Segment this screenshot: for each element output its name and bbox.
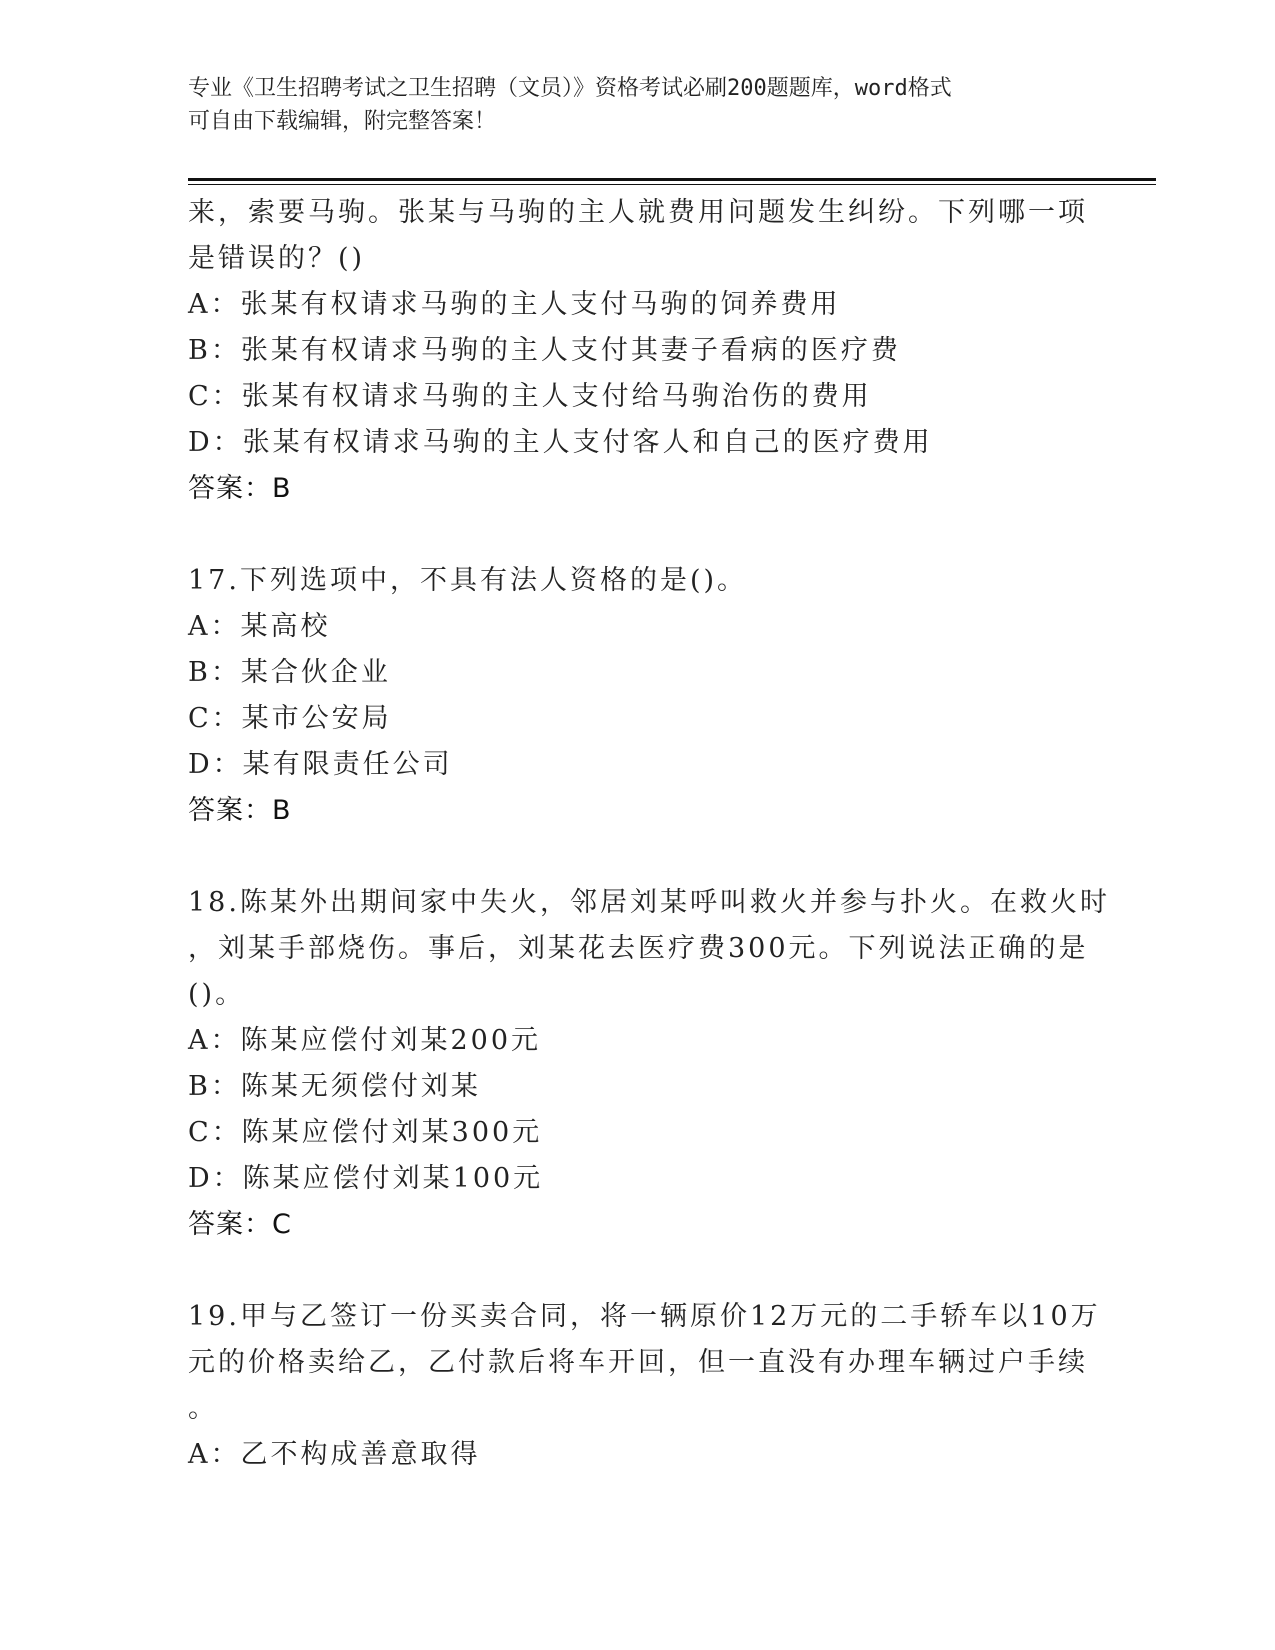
option-b: B：张某有权请求马驹的主人支付其妻子看病的医疗费 — [188, 335, 901, 366]
option-a: A：某高校 — [188, 611, 331, 642]
question-16 — [188, 190, 1118, 512]
option-d: D：某有限责任公司 — [188, 749, 453, 780]
question-18 — [188, 880, 1118, 1248]
question-stem-line: 来，索要马驹。张某与马驹的主人就费用问题发生纠纷。下列哪一项 — [188, 197, 1088, 228]
question-stem-line: ()。 — [188, 979, 246, 1010]
option-a: A：乙不构成善意取得 — [188, 1439, 481, 1470]
option-c: C：张某有权请求马驹的主人支付给马驹治伤的费用 — [188, 381, 872, 412]
question-stem-line: 元的价格卖给乙，乙付款后将车开回，但一直没有办理车辆过户手续 — [188, 1347, 1088, 1378]
question-stem-line: 17.下列选项中，不具有法人资格的是()。 — [188, 565, 748, 596]
answer-line: 答案：B — [188, 473, 292, 504]
option-c: C：某市公安局 — [188, 703, 392, 734]
question-stem-line: 18.陈某外出期间家中失火，邻居刘某呼叫救火并参与扑火。在救火时 — [188, 887, 1110, 918]
header-line-1: 专业《卫生招聘考试之卫生招聘（文员）》资格考试必刷200题题库，word格式 — [188, 76, 952, 101]
question-stem-line: ，刘某手部烧伤。事后，刘某花去医疗费300元。下列说法正确的是 — [188, 933, 1089, 964]
question-content — [188, 190, 1118, 1478]
question-19 — [188, 1294, 1118, 1478]
option-d: D：张某有权请求马驹的主人支付客人和自己的医疗费用 — [188, 427, 933, 458]
option-a: A：陈某应偿付刘某200元 — [188, 1025, 542, 1056]
document-header — [188, 72, 1088, 138]
option-b: B：陈某无须偿付刘某 — [188, 1071, 481, 1102]
spacer — [188, 1248, 1118, 1294]
header-divider-thick — [188, 178, 1156, 181]
question-17 — [188, 558, 1118, 834]
option-a: A：张某有权请求马驹的主人支付马驹的饲养费用 — [188, 289, 841, 320]
option-c: C：陈某应偿付刘某300元 — [188, 1117, 543, 1148]
answer-line: 答案：B — [188, 795, 292, 826]
option-b: B：某合伙企业 — [188, 657, 391, 688]
question-stem-line: 是错误的？() — [188, 243, 366, 274]
header-divider-thin — [188, 184, 1156, 185]
spacer — [188, 512, 1118, 558]
question-stem-line: 。 — [188, 1393, 218, 1424]
question-stem-line: 19.甲与乙签订一份买卖合同，将一辆原价12万元的二手轿车以10万 — [188, 1301, 1101, 1332]
answer-line: 答案：C — [188, 1209, 292, 1240]
header-line-2: 可自由下载编辑，附完整答案！ — [188, 109, 497, 134]
spacer — [188, 834, 1118, 880]
option-d: D：陈某应偿付刘某100元 — [188, 1163, 544, 1194]
